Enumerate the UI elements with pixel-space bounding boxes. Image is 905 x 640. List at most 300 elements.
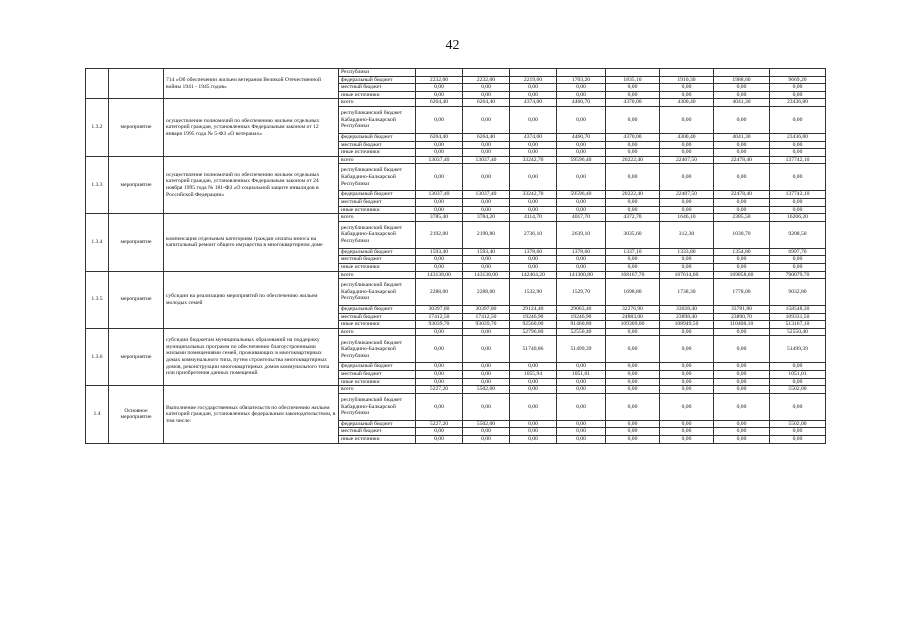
- funding-source: республиканский бюджет Кабардино-Балкарской Республики: [339, 106, 416, 133]
- table-row: [86, 214, 826, 222]
- amount-cell: 2219,60: [510, 76, 557, 84]
- measure-number: 1.3.3: [86, 156, 109, 213]
- funding-source: местный бюджет: [339, 84, 416, 92]
- funding-source: федеральный бюджет: [339, 191, 416, 199]
- amount-cell: 29124,40: [510, 306, 557, 314]
- table-row: [86, 328, 826, 336]
- measure-number: 1.3.4: [86, 214, 109, 271]
- amount-cell: 0,00: [416, 149, 463, 157]
- amount-cell: 1529,70: [557, 279, 606, 306]
- amount-cell: 0,00: [606, 106, 660, 133]
- amount-cell: 0,00: [416, 336, 463, 363]
- amount-cell: 0,00: [660, 378, 714, 386]
- amount-cell: 0,00: [510, 84, 557, 92]
- funding-source: иные источники: [339, 378, 416, 386]
- amount-cell: 1835,10: [606, 76, 660, 84]
- amount-cell: 0,00: [770, 363, 826, 371]
- amount-cell: 0,00: [606, 164, 660, 191]
- amount-cell: 0,00: [463, 106, 510, 133]
- amount-cell: 0,00: [510, 106, 557, 133]
- amount-cell: 0,00: [660, 420, 714, 428]
- funding-source: всего: [339, 328, 416, 336]
- amount-cell: 0,00: [606, 420, 660, 428]
- amount-cell: 52550,40: [557, 328, 606, 336]
- measure-type: [109, 69, 164, 99]
- amount-cell: 0,00: [557, 363, 606, 371]
- amount-cell: 0,00: [557, 84, 606, 92]
- measure-type: мероприятие: [109, 271, 164, 328]
- amount-cell: 0,00: [714, 91, 770, 99]
- funding-source: федеральный бюджет: [339, 363, 416, 371]
- amount-cell: 109331,50: [770, 313, 826, 321]
- amount-cell: 0,00: [714, 106, 770, 133]
- amount-cell: 4114,70: [510, 214, 557, 222]
- amount-cell: 0,00: [463, 198, 510, 206]
- funding-source: местный бюджет: [339, 141, 416, 149]
- amount-cell: 0,00: [416, 371, 463, 379]
- amount-cell: 0,00: [416, 106, 463, 133]
- amount-cell: 59596,40: [557, 191, 606, 199]
- amount-cell: 1030,70: [714, 221, 770, 248]
- measure-type: мероприятие: [109, 156, 164, 213]
- funding-source: республиканский бюджет Кабардино-Балкарской Республики: [339, 279, 416, 306]
- measure-number: 1.4: [86, 386, 109, 443]
- page-number: 42: [445, 38, 460, 53]
- table-row: [86, 271, 826, 279]
- funding-source: иные источники: [339, 436, 416, 444]
- amount-cell: 0,00: [463, 371, 510, 379]
- amount-cell: 0,00: [714, 141, 770, 149]
- amount-cell: 13037,40: [463, 191, 510, 199]
- amount-cell: [714, 69, 770, 77]
- amount-cell: 0,00: [714, 263, 770, 271]
- amount-cell: 0,00: [416, 328, 463, 336]
- amount-cell: 0,00: [714, 256, 770, 264]
- amount-cell: 513167,10: [770, 321, 826, 329]
- funding-source: федеральный бюджет: [339, 420, 416, 428]
- amount-cell: 9032,80: [770, 279, 826, 306]
- amount-cell: 0,00: [606, 328, 660, 336]
- amount-cell: 4300,40: [660, 133, 714, 141]
- amount-cell: 59596,40: [557, 156, 606, 164]
- amount-cell: 1698,80: [606, 279, 660, 306]
- amount-cell: 0,00: [416, 91, 463, 99]
- funding-source: местный бюджет: [339, 198, 416, 206]
- measure-name: компенсация отдельным категориям граждан оплаты взноса на капитальный ремонт общего имущества в многоквартирном доме: [164, 214, 339, 271]
- amount-cell: 3035,60: [606, 221, 660, 248]
- amount-cell: 30397,80: [416, 306, 463, 314]
- amount-cell: [660, 69, 714, 77]
- amount-cell: 33028,40: [660, 306, 714, 314]
- amount-cell: 0,00: [557, 263, 606, 271]
- amount-cell: 167614,60: [660, 271, 714, 279]
- amount-cell: 6264,40: [463, 133, 510, 141]
- amount-cell: 29063,40: [557, 306, 606, 314]
- amount-cell: 4370,00: [606, 99, 660, 107]
- amount-cell: 4460,70: [557, 133, 606, 141]
- amount-cell: 2232,00: [416, 76, 463, 84]
- amount-cell: 0,00: [510, 91, 557, 99]
- amount-cell: 0,00: [510, 149, 557, 157]
- amount-cell: 0,00: [660, 256, 714, 264]
- amount-cell: 0,00: [714, 84, 770, 92]
- amount-cell: 19246,90: [510, 313, 557, 321]
- amount-cell: 0,00: [463, 328, 510, 336]
- amount-cell: 0,00: [660, 393, 714, 420]
- amount-cell: 17412,50: [463, 313, 510, 321]
- funding-source: республиканский бюджет Кабардино-Балкарской Республики: [339, 336, 416, 363]
- amount-cell: 0,00: [606, 149, 660, 157]
- amount-cell: 30397,80: [463, 306, 510, 314]
- amount-cell: 0,00: [463, 263, 510, 271]
- amount-cell: 0,00: [714, 336, 770, 363]
- amount-cell: 22407,50: [660, 156, 714, 164]
- amount-cell: 4374,00: [510, 99, 557, 107]
- amount-cell: 137742,10: [770, 156, 826, 164]
- amount-cell: 0,00: [557, 141, 606, 149]
- amount-cell: 3785,40: [416, 214, 463, 222]
- amount-cell: 0,00: [463, 393, 510, 420]
- amount-cell: 0,00: [463, 378, 510, 386]
- amount-cell: 0,00: [714, 198, 770, 206]
- amount-cell: 0,00: [510, 386, 557, 394]
- amount-cell: 0,00: [463, 336, 510, 363]
- amount-cell: 0,00: [714, 149, 770, 157]
- amount-cell: 0,00: [770, 91, 826, 99]
- amount-cell: 5227,20: [416, 386, 463, 394]
- amount-cell: [463, 69, 510, 77]
- amount-cell: 1646,10: [660, 214, 714, 222]
- amount-cell: 0,00: [660, 263, 714, 271]
- amount-cell: 0,00: [714, 206, 770, 214]
- amount-cell: 0,00: [660, 363, 714, 371]
- amount-cell: 24883,00: [606, 313, 660, 321]
- amount-cell: 32276,90: [606, 306, 660, 314]
- amount-cell: 0,00: [660, 149, 714, 157]
- amount-cell: 0,00: [463, 164, 510, 191]
- amount-cell: 16206,20: [770, 214, 826, 222]
- measure-name: 714 «Об обеспечении жильем ветеранов Великой Отечественной войны 1941 - 1945 годов»: [164, 69, 339, 99]
- amount-cell: 0,00: [606, 378, 660, 386]
- amount-cell: 0,00: [606, 436, 660, 444]
- amount-cell: 0,00: [463, 363, 510, 371]
- amount-cell: 142464,20: [510, 271, 557, 279]
- funding-source: федеральный бюджет: [339, 76, 416, 84]
- amount-cell: 4460,70: [557, 99, 606, 107]
- amount-cell: 0,00: [660, 198, 714, 206]
- funding-source: местный бюджет: [339, 371, 416, 379]
- amount-cell: 0,00: [416, 84, 463, 92]
- amount-cell: 0,00: [660, 386, 714, 394]
- amount-cell: 0,00: [770, 198, 826, 206]
- amount-cell: 0,00: [660, 84, 714, 92]
- amount-cell: 1354,80: [714, 248, 770, 256]
- amount-cell: 1051,01: [770, 371, 826, 379]
- amount-cell: 23436,80: [770, 99, 826, 107]
- budget-table: [85, 68, 826, 444]
- amount-cell: 137742,10: [770, 191, 826, 199]
- amount-cell: 0,00: [510, 256, 557, 264]
- amount-cell: 0,00: [770, 206, 826, 214]
- measure-type: мероприятие: [109, 328, 164, 385]
- funding-source: федеральный бюджет: [339, 248, 416, 256]
- amount-cell: 0,00: [770, 141, 826, 149]
- amount-cell: 0,00: [606, 393, 660, 420]
- amount-cell: 5227,20: [416, 420, 463, 428]
- amount-cell: 1703,20: [557, 76, 606, 84]
- amount-cell: 3784,20: [463, 214, 510, 222]
- amount-cell: 0,00: [770, 149, 826, 157]
- amount-cell: 2288,00: [463, 279, 510, 306]
- amount-cell: 0,00: [510, 164, 557, 191]
- amount-cell: 1593,40: [463, 248, 510, 256]
- amount-cell: 0,00: [416, 141, 463, 149]
- table-row: [86, 386, 826, 394]
- amount-cell: 6997,70: [770, 248, 826, 256]
- amount-cell: 0,00: [606, 386, 660, 394]
- amount-cell: 312,30: [660, 221, 714, 248]
- amount-cell: 51740,86: [510, 336, 557, 363]
- amount-cell: 0,00: [714, 428, 770, 436]
- amount-cell: 0,00: [606, 91, 660, 99]
- amount-cell: 93039,70: [463, 321, 510, 329]
- amount-cell: 0,00: [463, 206, 510, 214]
- amount-cell: 20222,40: [606, 156, 660, 164]
- funding-source: всего: [339, 99, 416, 107]
- amount-cell: 0,00: [463, 436, 510, 444]
- amount-cell: [510, 69, 557, 77]
- amount-cell: 143138,00: [463, 271, 510, 279]
- funding-source: республиканский бюджет Кабардино-Балкарской Республики: [339, 393, 416, 420]
- amount-cell: 0,00: [510, 393, 557, 420]
- amount-cell: 0,00: [606, 363, 660, 371]
- table-row: [86, 156, 826, 164]
- amount-cell: 1378,60: [557, 248, 606, 256]
- amount-cell: 4370,00: [606, 133, 660, 141]
- amount-cell: 143138,00: [416, 271, 463, 279]
- amount-cell: 0,00: [557, 149, 606, 157]
- funding-source: иные источники: [339, 263, 416, 271]
- amount-cell: 0,00: [660, 371, 714, 379]
- amount-cell: 2639,10: [557, 221, 606, 248]
- measure-number: 1.3.5: [86, 271, 109, 328]
- amount-cell: 0,00: [770, 263, 826, 271]
- amount-cell: 33242,70: [510, 191, 557, 199]
- amount-cell: 0,00: [557, 256, 606, 264]
- measure-number: [86, 69, 109, 99]
- amount-cell: 17412,50: [416, 313, 463, 321]
- amount-cell: 2192,00: [416, 221, 463, 248]
- amount-cell: 0,00: [606, 84, 660, 92]
- amount-cell: 4372,70: [606, 214, 660, 222]
- amount-cell: 1778,00: [714, 279, 770, 306]
- amount-cell: [557, 69, 606, 77]
- amount-cell: 93039,70: [416, 321, 463, 329]
- amount-cell: 2190,80: [463, 221, 510, 248]
- amount-cell: 51499,39: [557, 336, 606, 363]
- amount-cell: 0,00: [557, 428, 606, 436]
- amount-cell: 9208,50: [770, 221, 826, 248]
- amount-cell: 0,00: [510, 428, 557, 436]
- amount-cell: 0,00: [557, 420, 606, 428]
- amount-cell: 1337,10: [606, 248, 660, 256]
- amount-cell: 0,00: [510, 436, 557, 444]
- measure-name: субсидии на реализацию мероприятий по обеспечению жильем молодых семей: [164, 271, 339, 328]
- amount-cell: 0,00: [606, 141, 660, 149]
- funding-source: местный бюджет: [339, 313, 416, 321]
- measure-number: 1.3.2: [86, 99, 109, 156]
- amount-cell: 141300,80: [557, 271, 606, 279]
- amount-cell: 109309,00: [606, 321, 660, 329]
- funding-source: республиканский бюджет Кабардино-Балкарской Республики: [339, 164, 416, 191]
- measure-type: Основное мероприятие: [109, 386, 164, 443]
- amount-cell: 1055,94: [510, 371, 557, 379]
- amount-cell: 0,00: [510, 198, 557, 206]
- measure-name: осуществление полномочий по обеспечению жильем отдельных категорий граждан, установленных Федеральным законом от 24 ноября 1995 года № 181-ФЗ «О социальной защите инвалидов в Российской Федерации»: [164, 156, 339, 213]
- funding-source: всего: [339, 156, 416, 164]
- measure-name: Выполнение государственных обязательств по обеспечению жильем категорий граждан, установленных федеральным законодательством, в том числе:: [164, 386, 339, 443]
- amount-cell: 0,00: [606, 371, 660, 379]
- amount-cell: 22478,40: [714, 191, 770, 199]
- measure-type: мероприятие: [109, 99, 164, 156]
- amount-cell: 0,00: [557, 378, 606, 386]
- funding-source: республиканский бюджет Кабардино-Балкарской Республики: [339, 221, 416, 248]
- amount-cell: 0,00: [606, 336, 660, 363]
- amount-cell: 0,00: [557, 164, 606, 191]
- amount-cell: 108949,50: [660, 321, 714, 329]
- amount-cell: 0,00: [510, 420, 557, 428]
- amount-cell: 0,00: [770, 106, 826, 133]
- amount-cell: 1051,01: [557, 371, 606, 379]
- amount-cell: 0,00: [770, 393, 826, 420]
- amount-cell: 52796,80: [510, 328, 557, 336]
- amount-cell: 13037,40: [416, 191, 463, 199]
- amount-cell: 168167,70: [606, 271, 660, 279]
- amount-cell: 1910,30: [660, 76, 714, 84]
- amount-cell: 0,00: [463, 256, 510, 264]
- amount-cell: 0,00: [770, 428, 826, 436]
- measure-name: осуществление полномочий по обеспечению жильем отдельных категорий граждан, установленных Федеральным законом от 12 января 1995 года № 5-ФЗ «О ветеранах»: [164, 99, 339, 156]
- measure-name: субсидии бюджетам муниципальных образований на поддержку муниципальных программ по обеспечению благоустроенными жилыми помещениями семей, проживающих в многоквартирных домах коммунального типа, путем строительства многоквартирных домов, реконструкции многоквартирных домов коммунального типа или приобретения данных помещений: [164, 328, 339, 385]
- amount-cell: 0,00: [416, 436, 463, 444]
- funding-source: федеральный бюджет: [339, 133, 416, 141]
- amount-cell: 0,00: [557, 198, 606, 206]
- amount-cell: 0,00: [660, 436, 714, 444]
- amount-cell: 0,00: [714, 328, 770, 336]
- amount-cell: 2232,00: [463, 76, 510, 84]
- amount-cell: 0,00: [463, 141, 510, 149]
- amount-cell: 33781,80: [714, 306, 770, 314]
- funding-source: иные источники: [339, 206, 416, 214]
- amount-cell: 169858,60: [714, 271, 770, 279]
- amount-cell: 0,00: [714, 371, 770, 379]
- amount-cell: 5502,00: [463, 420, 510, 428]
- table-row: [86, 69, 826, 77]
- amount-cell: 0,00: [510, 378, 557, 386]
- amount-cell: 0,00: [557, 386, 606, 394]
- funding-source: местный бюджет: [339, 256, 416, 264]
- amount-cell: 13037,40: [416, 156, 463, 164]
- amount-cell: 5502,00: [770, 386, 826, 394]
- amount-cell: 0,00: [510, 363, 557, 371]
- amount-cell: 52550,40: [770, 328, 826, 336]
- amount-cell: 0,00: [463, 91, 510, 99]
- amount-cell: 0,00: [660, 428, 714, 436]
- funding-source: всего: [339, 386, 416, 394]
- amount-cell: 4017,70: [557, 214, 606, 222]
- amount-cell: 0,00: [463, 84, 510, 92]
- amount-cell: 0,00: [660, 328, 714, 336]
- funding-source: федеральный бюджет: [339, 306, 416, 314]
- amount-cell: 1593,40: [416, 248, 463, 256]
- amount-cell: 5502,00: [770, 420, 826, 428]
- amount-cell: 4041,30: [714, 99, 770, 107]
- amount-cell: 0,00: [557, 206, 606, 214]
- amount-cell: 23436,80: [770, 133, 826, 141]
- amount-cell: 0,00: [416, 428, 463, 436]
- funding-source: всего: [339, 214, 416, 222]
- amount-cell: 33242,70: [510, 156, 557, 164]
- amount-cell: 13037,40: [463, 156, 510, 164]
- amount-cell: 0,00: [416, 378, 463, 386]
- funding-source: иные источники: [339, 91, 416, 99]
- measure-number: 1.3.6: [86, 328, 109, 385]
- amount-cell: 0,00: [714, 436, 770, 444]
- amount-cell: 1532,90: [510, 279, 557, 306]
- amount-cell: 2288,00: [416, 279, 463, 306]
- amount-cell: 1738,30: [660, 279, 714, 306]
- amount-cell: 0,00: [606, 428, 660, 436]
- amount-cell: 0,00: [714, 386, 770, 394]
- amount-cell: 22407,50: [660, 191, 714, 199]
- amount-cell: 0,00: [510, 141, 557, 149]
- amount-cell: 0,00: [660, 91, 714, 99]
- amount-cell: 158548,30: [770, 306, 826, 314]
- amount-cell: 20222,40: [606, 191, 660, 199]
- amount-cell: 23898,40: [660, 313, 714, 321]
- amount-cell: 0,00: [770, 84, 826, 92]
- amount-cell: 91460,80: [557, 321, 606, 329]
- amount-cell: 4374,00: [510, 133, 557, 141]
- amount-cell: 0,00: [416, 198, 463, 206]
- amount-cell: 0,00: [770, 256, 826, 264]
- amount-cell: 6264,40: [463, 99, 510, 107]
- amount-cell: 2385,50: [714, 214, 770, 222]
- amount-cell: 0,00: [606, 198, 660, 206]
- amount-cell: 4300,40: [660, 99, 714, 107]
- amount-cell: 6264,40: [416, 133, 463, 141]
- amount-cell: 0,00: [660, 164, 714, 191]
- table-row: [86, 99, 826, 107]
- amount-cell: 0,00: [416, 206, 463, 214]
- amount-cell: 0,00: [714, 420, 770, 428]
- amount-cell: 0,00: [770, 164, 826, 191]
- amount-cell: 0,00: [714, 164, 770, 191]
- amount-cell: 0,00: [416, 256, 463, 264]
- amount-cell: 0,00: [660, 206, 714, 214]
- amount-cell: 0,00: [416, 263, 463, 271]
- amount-cell: 0,00: [770, 436, 826, 444]
- amount-cell: 6264,40: [416, 99, 463, 107]
- funding-source: всего: [339, 271, 416, 279]
- amount-cell: 0,00: [606, 206, 660, 214]
- amount-cell: 51499,39: [770, 336, 826, 363]
- amount-cell: 0,00: [770, 378, 826, 386]
- amount-cell: 0,00: [463, 428, 510, 436]
- amount-cell: 22478,40: [714, 156, 770, 164]
- amount-cell: 0,00: [510, 263, 557, 271]
- amount-cell: 4041,30: [714, 133, 770, 141]
